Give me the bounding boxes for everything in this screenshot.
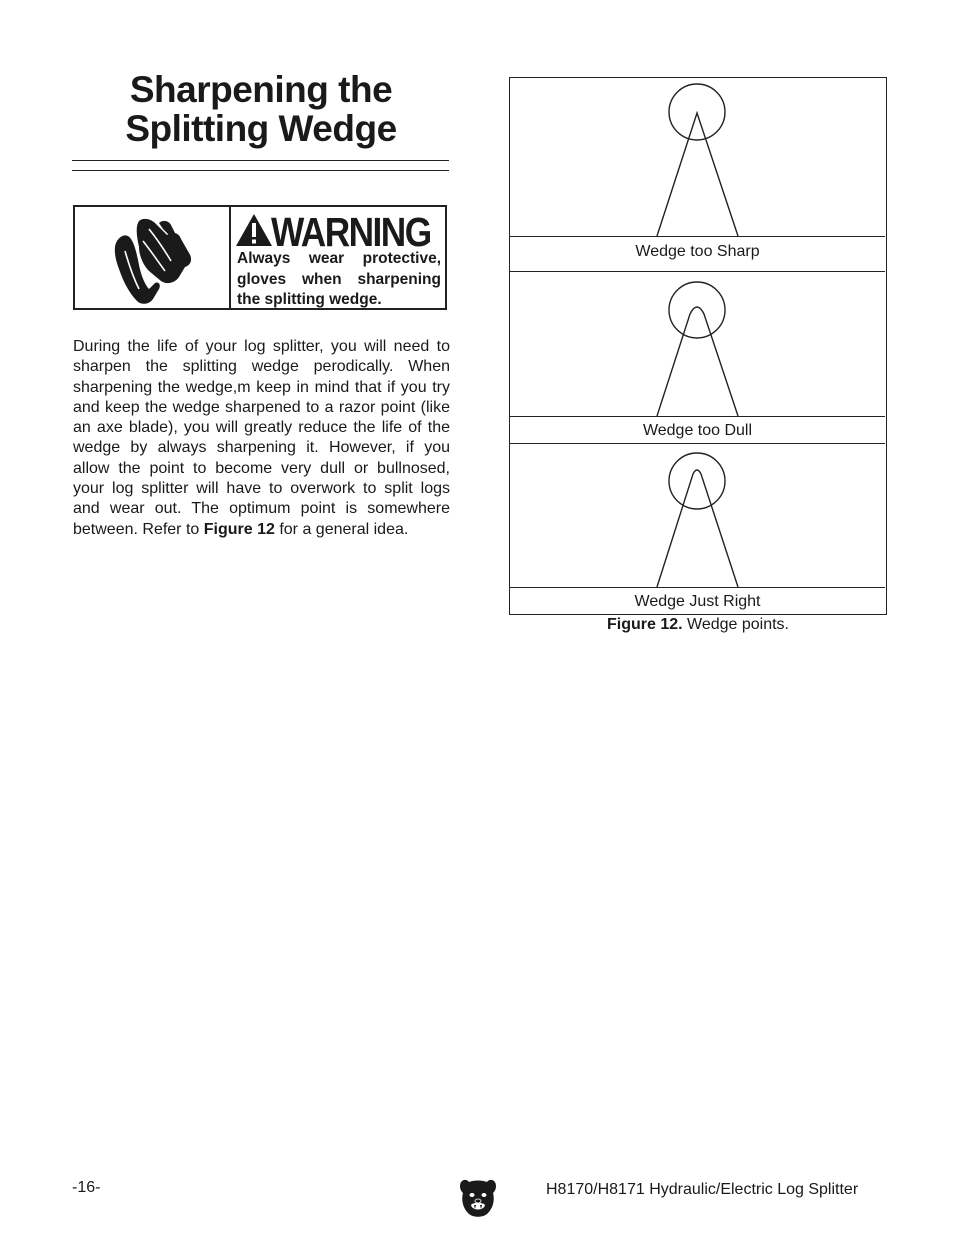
title-line-1: Sharpening the xyxy=(129,69,393,110)
warning-word: WARNING xyxy=(271,209,431,255)
bear-logo-icon xyxy=(458,1178,498,1220)
warning-divider xyxy=(229,207,231,308)
warning-box xyxy=(73,205,447,310)
warning-header xyxy=(235,209,445,255)
figure-reference: Figure 12 xyxy=(203,520,275,538)
body-paragraph xyxy=(73,337,450,540)
figure-wedge-points xyxy=(509,77,887,615)
wedge-too-dull-diagram xyxy=(510,272,885,416)
panel-label-too-dull: Wedge too Dull xyxy=(510,416,885,444)
panel-label-just-right: Wedge Just Right xyxy=(510,587,885,615)
page-number: -16- xyxy=(72,1179,101,1196)
wedge-just-right-diagram xyxy=(510,444,885,587)
panel-label-too-sharp: Wedge too Sharp xyxy=(510,236,885,271)
title-rule-bottom xyxy=(72,170,449,171)
panel-wedge-too-dull xyxy=(510,271,885,444)
panel-wedge-too-sharp xyxy=(510,78,885,271)
figure-caption xyxy=(509,615,887,635)
body-text-start: During the life of your log splitter, you will need to sharpen the splitting wedge perodically. When sharpening the wedge,m keep in mind that if you try and keep the wedge sharpened to a razor point (like an axe blade), you will greatly reduce the life of the wedge by always sharpening it. However, if you allow the point to become very dull or bullnosed, your log splitter will have to overwork to split logs and wear out. The optimum point is somewhere between. Refer to xyxy=(73,338,450,538)
gloves-icon xyxy=(109,211,199,307)
caption-text: Wedge points. xyxy=(682,616,789,633)
wedge-too-sharp-diagram xyxy=(510,78,885,238)
title-line-2: Splitting Wedge xyxy=(125,108,397,149)
body-text-end: for a general idea. xyxy=(274,520,409,538)
warning-triangle-icon xyxy=(235,213,273,247)
page-title xyxy=(72,70,450,148)
panel-wedge-just-right xyxy=(510,443,885,615)
caption-label: Figure 12. xyxy=(606,616,683,633)
title-rule-top xyxy=(72,160,449,161)
warning-text: Always wear protective, gloves when sharpening the splitting wedge. xyxy=(237,250,441,308)
footer-manual-title: H8170/H8171 Hydraulic/Electric Log Splitter xyxy=(546,1181,859,1198)
